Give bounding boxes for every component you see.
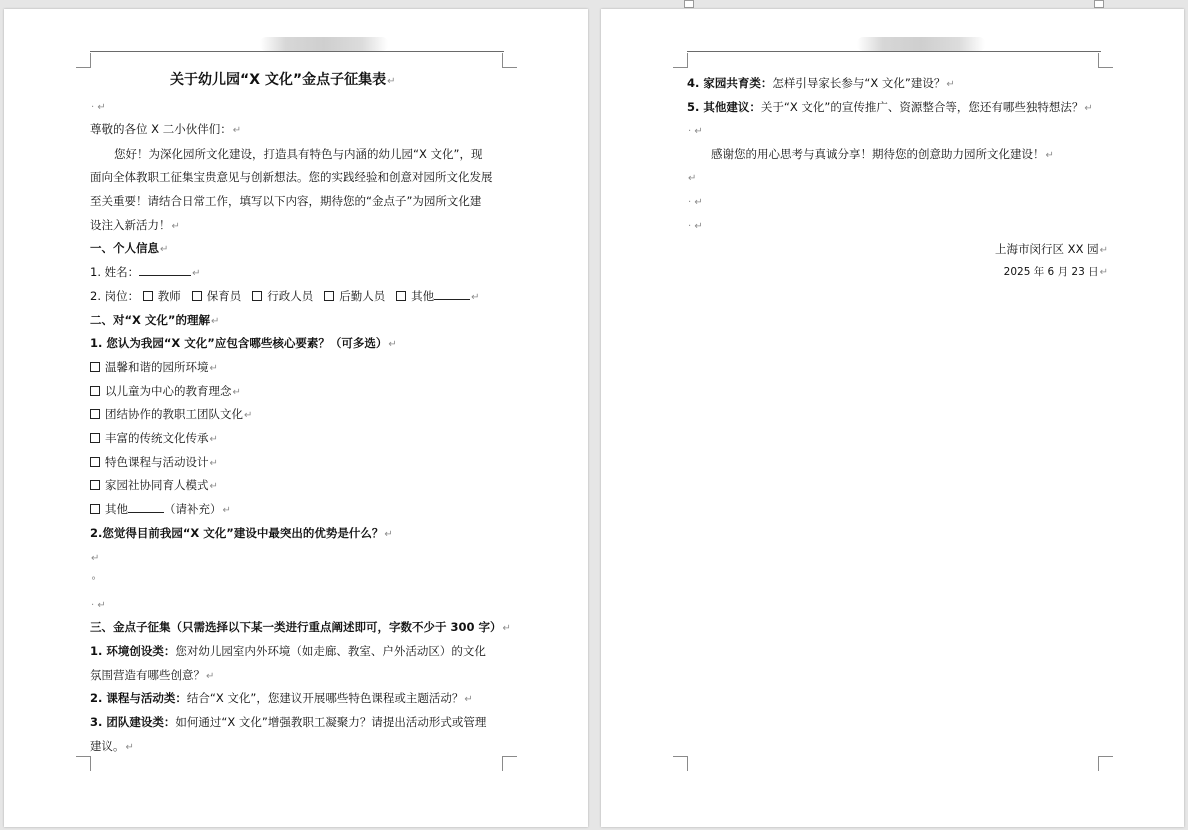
intro-line-3[interactable]: 至关重要！请结合日常工作，填写以下内容，期待您的“金点子”为园所文化建 [90, 194, 482, 208]
category-3[interactable]: 3. 团队建设类：如何通过“X 文化”增强教职工凝聚力？请提出活动形式或管理 [90, 715, 487, 729]
checkbox-other[interactable] [396, 291, 406, 301]
question-2[interactable]: 2.您觉得目前我园“X 文化”建设中最突出的优势是什么？↵ [90, 526, 393, 540]
option-5[interactable]: 特色课程与活动设计↵ [90, 454, 218, 472]
option-7[interactable]: 其他 （请补充）↵ [90, 501, 231, 519]
category-1-cont[interactable]: 氛围营造有哪些创意？↵ [90, 668, 215, 682]
checkbox-nurse[interactable] [192, 291, 202, 301]
header-rule [687, 51, 1101, 52]
option-4[interactable]: 丰富的传统文化传承↵ [90, 430, 218, 448]
checkbox-logistics[interactable] [324, 291, 334, 301]
position-field[interactable]: 2. 岗位： 教师 保育员 行政人员 后勤人员 其他 ↵ [90, 289, 480, 303]
document-scroll-area-top [0, 0, 1188, 9]
checkbox-admin[interactable] [252, 291, 262, 301]
crop-mark-bottom-left [76, 756, 91, 771]
thanks-note[interactable]: 感谢您的用心思考与真诚分享！期待您的创意助力园所文化建设！↵ [711, 147, 1054, 161]
intro-line-2[interactable]: 面向全体教职工征集宝贵意见与创新想法。您的实践经验和创意对园所文化发展 [90, 170, 493, 184]
document-date[interactable]: 2025 年 6 月 23 日↵ [1003, 266, 1108, 278]
scroll-handle-left[interactable] [684, 0, 694, 8]
section-ideas[interactable]: 三、金点子征集（只需选择以下某一类进行重点阐述即可，字数不少于 300 字）↵ [90, 620, 511, 634]
blurred-header-logo [857, 37, 985, 51]
crop-mark-bottom-right [502, 756, 517, 771]
option-1[interactable]: 温馨和谐的园所环境↵ [90, 359, 218, 377]
category-1[interactable]: 1. 环境创设类：您对幼儿园室内外环境（如走廊、教室、户外活动区）的文化 [90, 644, 486, 658]
option-2[interactable]: 以儿童为中心的教育理念↵ [90, 383, 241, 401]
section-personal-info[interactable]: 一、个人信息↵ [90, 241, 169, 255]
category-4[interactable]: 4. 家园共育类：怎样引导家长参与“X 文化”建设？↵ [687, 76, 955, 90]
empty-paragraph[interactable]: ↵ [91, 553, 100, 564]
organization-signature[interactable]: 上海市闵行区 XX 园↵ [995, 242, 1108, 256]
greeting[interactable]: 尊敬的各位 X 二小伙伴们：↵ [90, 122, 242, 136]
crop-mark-top-right [502, 53, 517, 68]
empty-paragraph[interactable]: ° [91, 576, 96, 587]
option-3[interactable]: 团结协作的教职工团队文化↵ [90, 406, 252, 424]
empty-paragraph[interactable]: · ↵ [688, 197, 703, 208]
question-1[interactable]: 1. 您认为我园“X 文化”应包含哪些核心要素？（可多选）↵ [90, 336, 397, 350]
empty-paragraph[interactable]: · ↵ [688, 126, 703, 137]
section-understanding[interactable]: 二、对“X 文化”的理解↵ [90, 313, 220, 327]
crop-mark-top-left [673, 53, 688, 68]
scroll-handle-right[interactable] [1094, 0, 1104, 8]
empty-paragraph[interactable]: ↵ [688, 173, 697, 184]
document-title[interactable]: 关于幼儿园“X 文化”金点子征集表↵ [170, 72, 396, 88]
intro-line-4[interactable]: 设注入新活力！↵ [90, 218, 180, 232]
header-rule [90, 51, 504, 52]
crop-mark-bottom-right [1098, 756, 1113, 771]
crop-mark-top-right [1098, 53, 1113, 68]
document-page-1 [4, 9, 588, 827]
empty-paragraph[interactable]: · ↵ [91, 600, 106, 611]
category-2[interactable]: 2. 课程与活动类：结合“X 文化”，您建议开展哪些特色课程或主题活动？↵ [90, 691, 473, 705]
option-6[interactable]: 家园社协同育人模式↵ [90, 477, 218, 495]
crop-mark-top-left [76, 53, 91, 68]
empty-paragraph[interactable]: · ↵ [91, 102, 106, 113]
checkbox-teacher[interactable] [143, 291, 153, 301]
intro-line-1[interactable]: 您好！为深化园所文化建设，打造具有特色与内涵的幼儿园“X 文化”，现 [114, 147, 483, 161]
blurred-header-logo [260, 37, 388, 51]
category-3-cont[interactable]: 建议。↵ [90, 739, 134, 753]
name-field[interactable]: 1. 姓名： ↵ [90, 265, 201, 279]
empty-paragraph[interactable]: · ↵ [688, 221, 703, 232]
document-page-2 [601, 9, 1184, 827]
category-5[interactable]: 5. 其他建议：关于“X 文化”的宣传推广、资源整合等，您还有哪些独特想法？↵ [687, 100, 1093, 114]
crop-mark-bottom-left [673, 756, 688, 771]
